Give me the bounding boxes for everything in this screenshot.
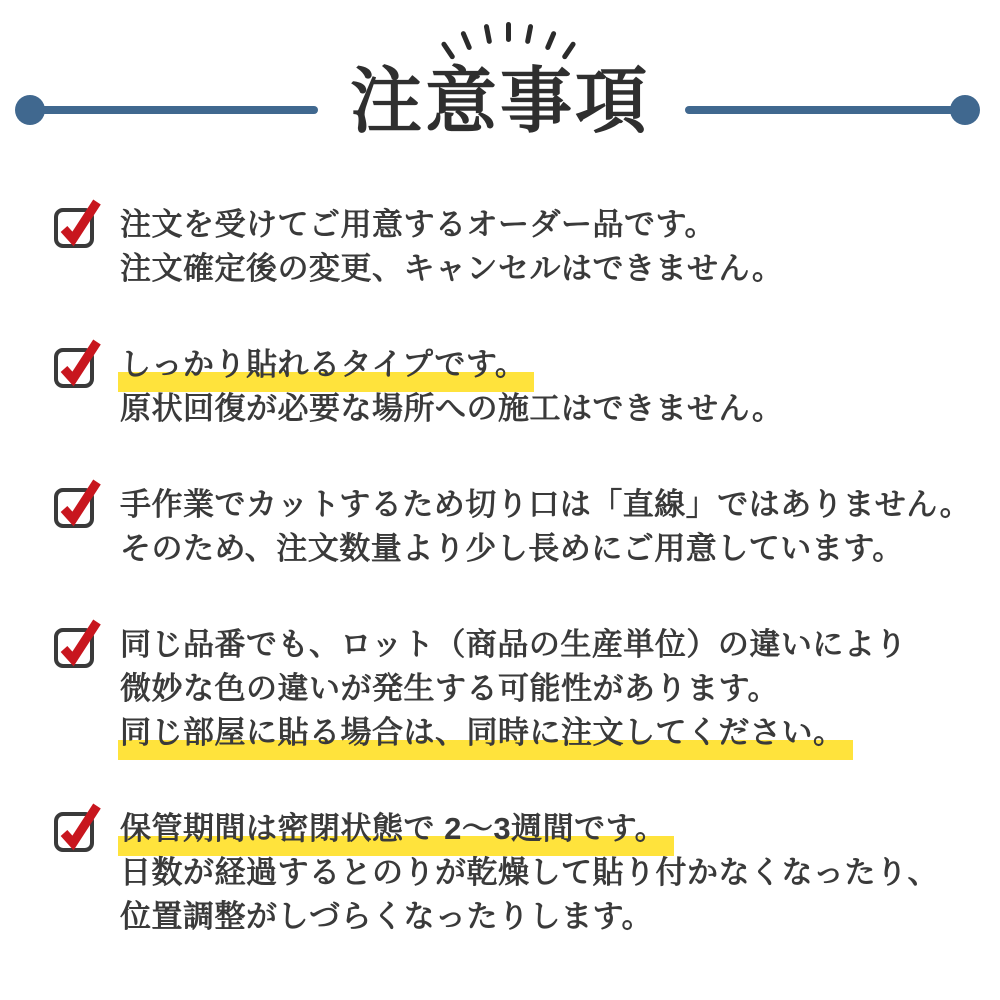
list-item	[52, 623, 1000, 755]
list-item-text	[120, 343, 1000, 431]
notice-line: 手作業でカットするため切り口は「直線」ではありません。	[120, 487, 972, 522]
notice-line: しっかり貼れるタイプです。	[118, 343, 534, 392]
notice-line: 位置調整がしづらくなったりします。	[120, 899, 654, 934]
right-divider-line	[685, 106, 957, 114]
red-checkmark-checkbox-icon	[52, 336, 104, 390]
notice-line: 微妙な色の違いが発生する可能性があります。	[120, 671, 780, 706]
red-checkmark-checkbox-icon	[52, 476, 104, 530]
page-title: 注意事項	[349, 62, 650, 142]
header	[0, 0, 1000, 180]
right-divider-dot-icon	[950, 95, 980, 125]
notice-line: 原状回復が必要な場所への施工はできません。	[120, 391, 784, 426]
list-item	[52, 203, 1000, 291]
notice-line: そのため、注文数量より少し長めにご用意しています。	[120, 531, 904, 566]
red-checkmark-checkbox-icon	[52, 616, 104, 670]
notice-line: 日数が経過するとのりが乾燥して貼り付かなくなったり、	[120, 855, 939, 890]
notice-line: 保管期間は密閉状態で 2〜3週間です。	[118, 807, 674, 856]
notice-line: 注文確定後の変更、キャンセルはできません。	[120, 251, 784, 286]
list-item-text	[120, 623, 1000, 755]
notice-line: 同じ部屋に貼る場合は、同時に注文してください。	[118, 711, 853, 760]
notice-list	[0, 180, 1000, 939]
list-item-text	[120, 807, 1000, 939]
list-item	[52, 807, 1000, 939]
list-item-text	[120, 203, 1000, 291]
list-item	[52, 483, 1000, 571]
red-checkmark-checkbox-icon	[52, 196, 104, 250]
notice-line: 同じ品番でも、ロット（商品の生産単位）の違いにより	[120, 627, 907, 662]
list-item-text	[120, 483, 1000, 571]
list-item	[52, 343, 1000, 431]
notice-line: 注文を受けてご用意するオーダー品です。	[120, 207, 717, 242]
red-checkmark-checkbox-icon	[52, 800, 104, 854]
